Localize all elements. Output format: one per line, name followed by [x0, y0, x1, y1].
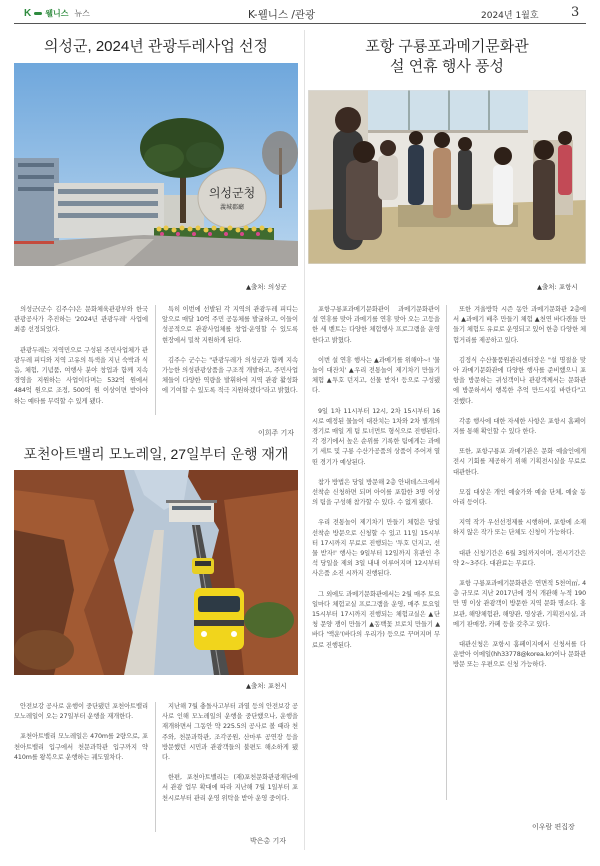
- paragraph: 관광두레는 지역민으로 구성된 주민사업체가 관광두레 피디와 지역 고유의 특색을 지닌 숙박과 식음, 체험, 기념품, 여행사 분야 창업과 함께 지속 경영을 지원하는 사업이다며는 532억 원에서 484억 원으로 조정, 500억 원 이상이면 받아야 하는 예타를 무력할 수 있게 됐다.: [14, 346, 148, 405]
- logo-dash: [34, 12, 42, 15]
- article1-column1: [14, 305, 148, 407]
- sign-text: 의성군청: [208, 186, 256, 200]
- article2-title: 포천아트밸리 모노레일, 27일부터 운행 재개: [23, 446, 289, 462]
- article1-photo: [14, 63, 298, 266]
- uiseong-office-photo: [14, 63, 298, 266]
- page-center-divider: [304, 30, 305, 850]
- paragraph: 또한, 포항구룡포 과메기관은 문화 예술인에게 전시 기회를 제공하기 위해 기획전시실을 무료로 대관한다.: [453, 448, 586, 476]
- article1-byline: 이희주 기자: [258, 429, 295, 437]
- k-wellness-logo: [24, 7, 90, 19]
- article1-column2: [162, 305, 298, 397]
- page-header: [0, 0, 600, 22]
- paragraph: 김주수 군수는 "관광두레가 의성군과 함께 지속가능한 의성관광상품을 구조적 개발하고, 주민사업체들이 다양한 역량을 발휘하여 지역 관광 활성화에 기여할 수 있도록 적극 지원하겠다"라고 밝혔다.: [162, 356, 298, 395]
- paragraph: 한편, 포천아트밸리는 (재)포천문화관광재단에서 관광 업무 확대에 따라 지난해 7월 1일부터 포천시로부터 관리 운영 위탁을 받아 운영 중이다.: [162, 774, 298, 802]
- column-divider: [155, 305, 156, 415]
- paragraph: 9일 1차 11시부터 12시, 2차 15시부터 16시로 예정된 물놀이 대잔치는 1차와 2차 별개의 경기로 매일 게 팀 토너먼트 형식으로 진행된다. 각 경기에서 높은 순위를 기록한 팀에게는 과메기 세트 및 구룡 수산가공품의 상품이 주어져 열띤 경기가 예상된다.: [312, 407, 440, 466]
- sign-text-hanja: 義城郡廳: [219, 204, 245, 211]
- paragraph: 지역 작가 우선선정제를 시행하며, 포항에 소재하지 않은 작가 또는 단체도 신청이 가능하다.: [453, 519, 586, 537]
- column-divider: [446, 305, 447, 800]
- paragraph: 참가 방법은 당일 방문해 2층 안내데스크에서 선착순 신청하면 되며 아이를 포함한 3명 이상의 팀을 구성해 참가할 수 있다. 수 없게 됐다.: [312, 478, 440, 507]
- article3-photo: [308, 90, 586, 264]
- logo-sub: 웰니스: [45, 8, 69, 18]
- article3-column1: [312, 305, 440, 651]
- article3-column2: [453, 305, 586, 671]
- section-title: K-웰니스 /관광: [248, 9, 316, 21]
- paragraph: 각종 행사에 대한 자세한 사항은 포항시 홈페이지를 통해 확인할 수 있다 한다.: [453, 417, 586, 436]
- issue-date: 2024년 1월호: [481, 11, 539, 21]
- monorail-photo: [14, 470, 298, 675]
- article2-column1: [14, 702, 148, 763]
- paragraph: 그 외에도 과메기문화관에서는 2월 매주 토요일마다 체험교실 프로그램을 운영, 매주 토요일 15시부터 17시까지 진행되는 체험교실은 ▲단청 문양 쟁이 만들기 ▲동백꽃 브로치 만들기 ▲바다 '액운'(바다의 우리가) 등으로 꾸며지며 무료로 진행된다.: [312, 590, 440, 649]
- logo-section: 뉴스: [74, 8, 90, 18]
- article3-title-line2: 설 연휴 행사 풍성: [390, 58, 504, 75]
- paragraph: 포항구룡포과메기문화관이 과메기문화관이 설 연휴를 맞아 과메기를 연휴 맞아 오는 고등을 한 세 벤트는 다양한 체험행사 프로그램을 운영한다고 밝혔다.: [312, 306, 440, 344]
- paragraph: 또한 겨울방학 시즌 동안 과메기문화관 2층에서 ▲과메기 배추 만들기 체험 ▲천연 바다캔들 만들기 체험도 유료로 운영되고 있어 한층 다양한 체험거리를 제공하고 있다.: [453, 306, 586, 344]
- article2-column2: [162, 702, 298, 804]
- logo-brand: K: [24, 7, 32, 19]
- paragraph: 의성군(군수 김주수)은 문화체육관광부와 한국관광공사가 추진하는 '2024년 관광두레' 사업에 최종 선정되었다.: [14, 306, 148, 334]
- paragraph: 대관 신청기간은 6월 3일까지이며, 전시기간은 약 2~3주다. 대관료는 무료다.: [453, 549, 586, 567]
- article1-title: 의성군, 2024년 관광두레사업 선정: [44, 38, 268, 55]
- article3-photo-credit: ▲출처: 포항시: [537, 283, 578, 291]
- paragraph: 모집 대상은 개인 예술가와 예술 단체, 예술 동아리 등이다.: [453, 488, 586, 507]
- article2-photo-credit: ▲출처: 포천시: [246, 682, 287, 690]
- paragraph: 대관신청은 포항시 홈페이지에서 신청서를 다운받아 이메일(hh33778@korea.kr)이나 문화관 방문 또는 우편으로 신청 가능하다.: [453, 641, 586, 669]
- article3-byline: 이우람 편집장: [532, 823, 575, 831]
- article3-title: [308, 37, 586, 77]
- paragraph: 포항 구룡포과메기문화관은 연면적 5천여㎡, 4층 규모로 지난 2017년에 정식 개관해 누적 190만 명 이상 관광객이 방문한 지역 문화 명소다. 홍보관, 해양체험관, 해양관, 영상관, 기획전시실, 과메기 판매장, 카페 등을 갖추고 있다.: [453, 580, 586, 628]
- paragraph: 김정식 수산물품원관리센터장은 "설 명절을 맞아 과메기문화관에 다양한 행사를 준비했으니 포항을 방문하는 귀성객이나 관광객께서는 문화관에 방문하셔서 행복한 추억 만드시길 바란다"고 전했다.: [453, 356, 586, 405]
- page-number: 3: [571, 5, 580, 20]
- paragraph: 안전보강 공사로 운행이 중단됐던 포천아트밸리 모노레일이 오는 27일부터 운행을 재개한다.: [14, 703, 148, 721]
- article3-title-line1: 포항 구룡포과메기문화관: [365, 38, 529, 55]
- column-divider: [155, 702, 156, 832]
- paragraph: 지난해 7월 충돌사고부터 과열 등의 안전보강 공사로 인해 모노레일의 운행을 중단했으나, 운행을 재개하면서 그동안 약 225.5의 공사로 볼 때라 천주와, 천문과학관, 조각공원, 산마루 공연장 등을 방문했던 시민과 관광객들의 불편도 해소하게 됐다.: [162, 703, 298, 762]
- paragraph: 특히 이번에 선발된 각 지역의 관광두레 피디는 앞으로 매달 10억 주민 공동체를 발굴하고, 이들이 성공적으로 관광사업체를 창업·운영할 수 있도록 현장에서 밀착 지원하게 된다.: [162, 306, 298, 344]
- paragraph: 포천아트밸리 모노레일은 470m를 2량으로, 포천아트밸리 입구에서 천문과학관 입구까지 약 410m를 왕복으로 운행하는 궤도열차다.: [14, 733, 148, 761]
- article2-photo: [14, 470, 298, 675]
- article2-byline: 박은총 기자: [250, 837, 287, 845]
- paragraph: 이번 설 연휴 행사는 ▲과메기를 위해야~! '물놀이 대잔치' ▲우리 전통놀이 제기차기 만들기 체험 ▲투호 던지고, 선물 받자! 등으로 구성됐다.: [312, 356, 440, 395]
- gwamegi-museum-photo: [308, 90, 586, 264]
- paragraph: 우리 전통놀이 제기차기 만들기 체험은 당일 선착순 방문으로 신청할 수 있고 11일 15시부터 17시까지 무료로 진행되는 '투호 던지고, 선물 받자!' 행사는 9일부터 12일까지 휴관인 추석 당일을 제외 3일 내내 이루어지며 12시부터 사은품 소진 시까지 진행된다.: [312, 519, 440, 578]
- article1-photo-credit: ▲출처: 의성군: [246, 283, 287, 291]
- header-rule: [14, 23, 586, 24]
